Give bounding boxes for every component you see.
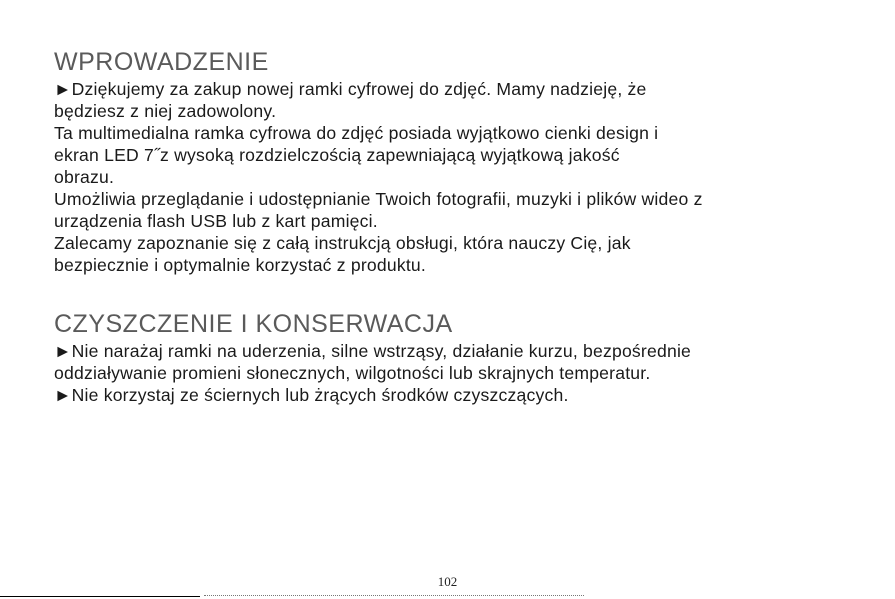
page-number: 102 — [437, 574, 458, 589]
body-line: Ta multimedialna ramka cyfrowa do zdjęć posiada wyjątkowo cienki design i — [54, 123, 659, 143]
body-line: ►Dziękujemy za zakup nowej ramki cyfrowej do zdjęć. Mamy nadzieję, że — [54, 79, 647, 99]
body-line: będziesz z niej zadowolony. — [54, 101, 277, 121]
section-cleaning-maintenance — [54, 308, 854, 406]
body-line: urządzenia flash USB lub z kart pamięci. — [54, 211, 378, 231]
section-heading: WPROWADZENIE — [54, 48, 269, 76]
body-line: ►Nie narażaj ramki na uderzenia, silne wstrząsy, działanie kurzu, bezpośrednie — [54, 341, 692, 361]
body-line: Umożliwia przeglądanie i udostępnianie Twoich fotografii, muzyki i plików wideo z — [54, 189, 703, 209]
footer-print-mark — [204, 595, 584, 598]
section-body — [54, 340, 854, 406]
body-line: bezpiecznie i optymalnie korzystać z produktu. — [54, 255, 427, 275]
body-line: ►Nie korzystaj ze ściernych lub żrących środków czyszczących. — [54, 385, 569, 405]
body-line: obrazu. — [54, 167, 115, 187]
body-line: Zalecamy zapoznanie się z całą instrukcją obsługi, która nauczy Cię, jak — [54, 233, 631, 253]
body-line: oddziaływanie promieni słonecznych, wilgotności lub skrajnych temperatur. — [54, 363, 651, 383]
footer-divider — [0, 596, 200, 597]
section-heading: CZYSZCZENIE I KONSERWACJA — [54, 310, 453, 338]
body-line: ekran LED 7˝z wysoką rozdzielczością zapewniającą wyjątkową jakość — [54, 145, 620, 165]
section-introduction — [54, 46, 854, 276]
section-body — [54, 78, 854, 276]
